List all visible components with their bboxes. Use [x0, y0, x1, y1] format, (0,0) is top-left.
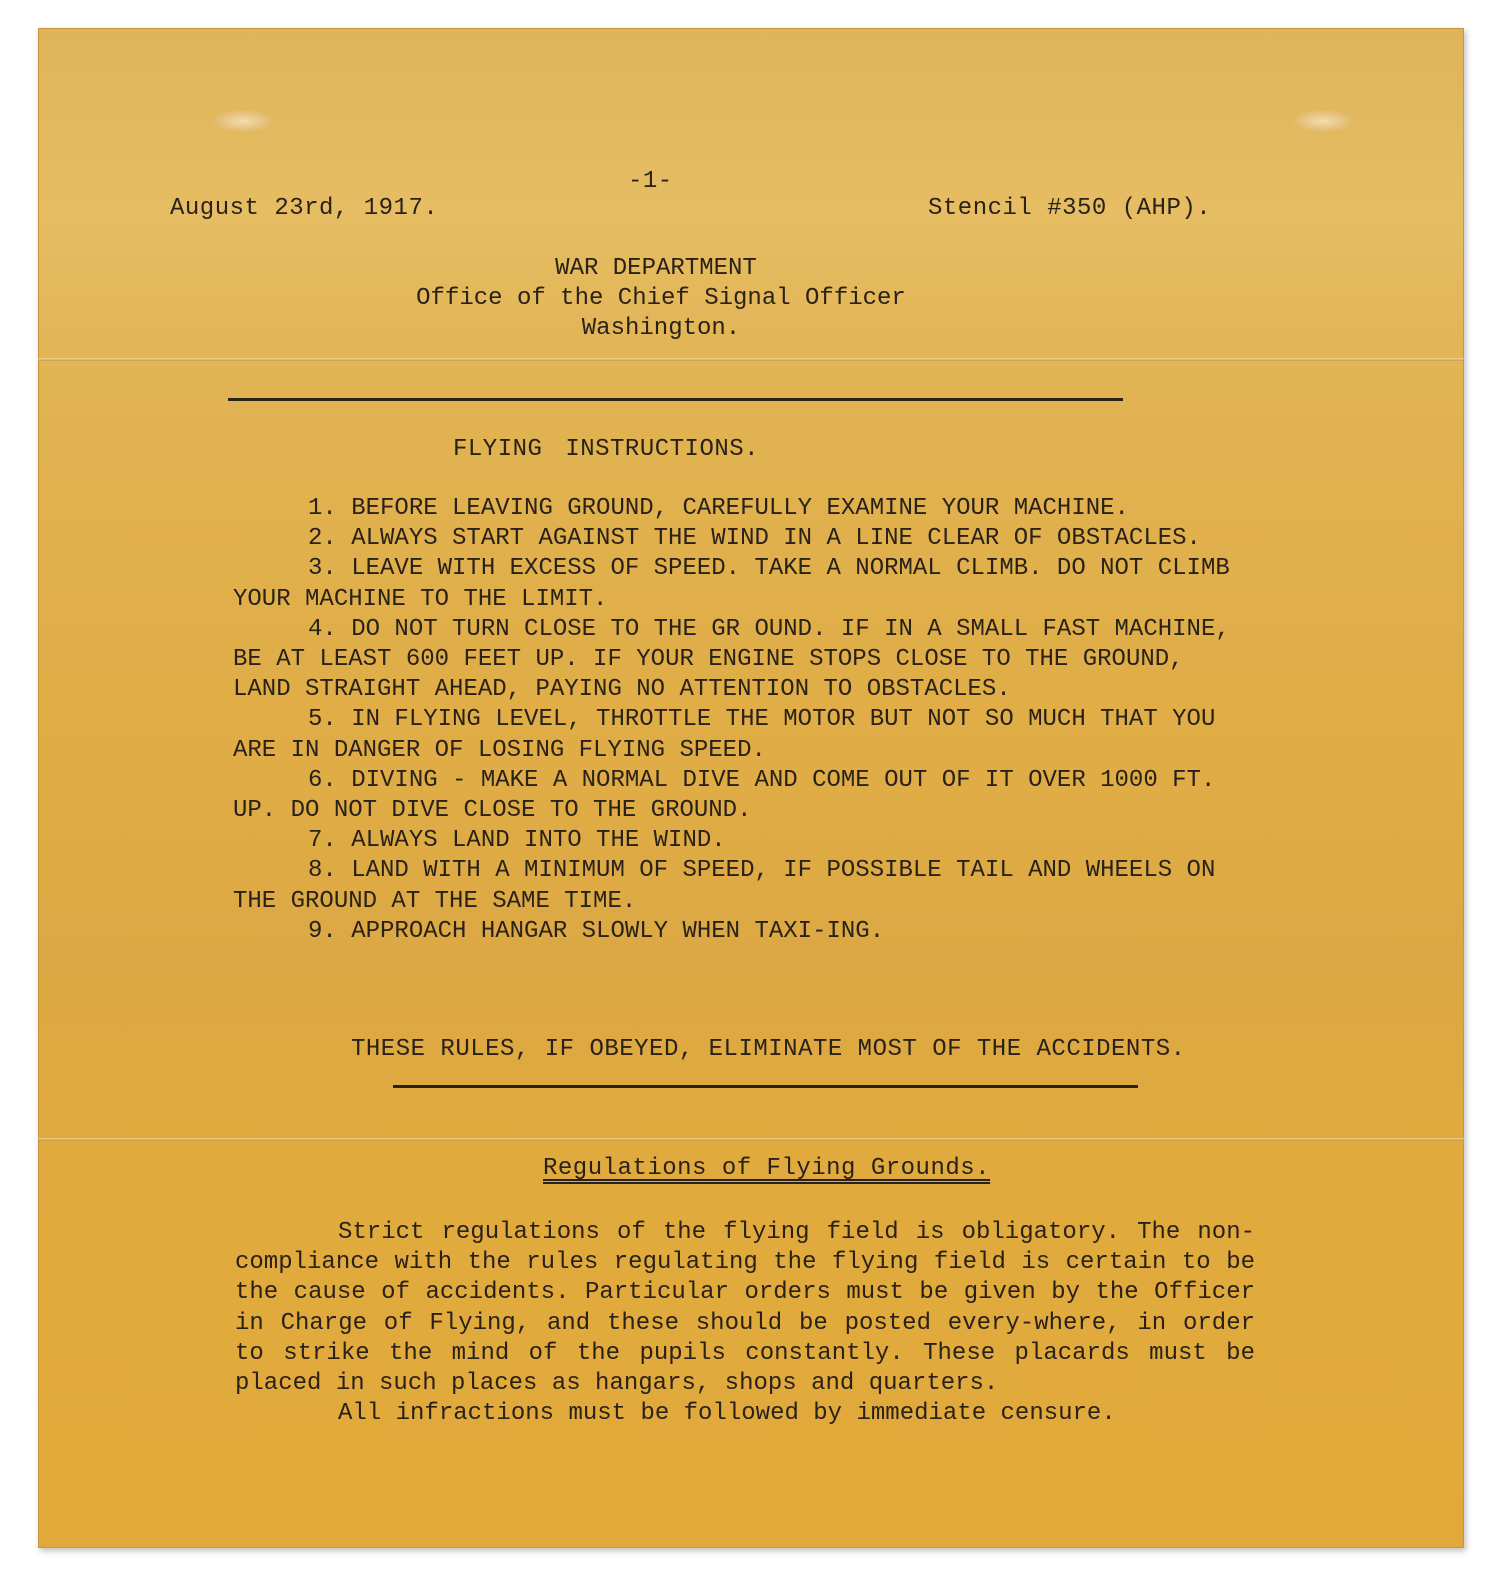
regulations-heading: Regulations of Flying Grounds. [543, 1155, 991, 1182]
page-number: -1- [628, 168, 673, 195]
instruction-item: 4. DO NOT TURN CLOSE TO THE GR OUND. IF IN A SMALL FAST MACHINE, BE AT LEAST 600 FEET UP. IF YOUR ENGINE STOPS CLOSE TO THE GROUND, LAND STRAIGHT AHEAD, PAYING NO ATTENTION TO OBSTACLES. [233, 615, 1230, 704]
document-page [38, 28, 1464, 1548]
instruction-item: 1. BEFORE LEAVING GROUND, CAREFULLY EXAMINE YOUR MACHINE. [308, 495, 1129, 522]
letterhead-office: Office of the Chief Signal Officer [416, 285, 906, 312]
document-date: August 23rd, 1917. [170, 195, 439, 222]
closing-statement: THESE RULES, IF OBEYED, ELIMINATE MOST OF THE ACCIDENTS. [351, 1036, 1186, 1063]
instruction-item: 2. ALWAYS START AGAINST THE WIND IN A LINE CLEAR OF OBSTACLES. [308, 525, 1201, 553]
instruction-item: 6. DIVING - MAKE A NORMAL DIVE AND COME OUT OF IT OVER 1000 FT. UP. DO NOT DIVE CLOSE TO THE GROUND. [233, 766, 1216, 825]
instruction-item: 7. ALWAYS LAND INTO THE WIND. [308, 827, 726, 855]
paper-fold-crease [38, 358, 1464, 361]
horizontal-rule-top [228, 398, 1123, 401]
instruction-item: 9. APPROACH HANGAR SLOWLY WHEN TAXI-ING. [308, 917, 885, 945]
staple-hole-right [1293, 110, 1353, 132]
letterhead-department: WAR DEPARTMENT [555, 255, 757, 282]
stencil-number: Stencil #350 (AHP). [928, 195, 1212, 222]
paper-fold-crease [38, 1138, 1464, 1141]
regulations-body [235, 1218, 1255, 1429]
instruction-item: 8. LAND WITH A MINIMUM OF SPEED, IF POSSIBLE TAIL AND WHEELS ON THE GROUND AT THE SAME TIME. [233, 857, 1216, 915]
regulations-paragraph: Strict regulations of the flying field is obligatory. The non-compliance with the rules regulating the flying field is certain to be the cause of accidents. Particular orders must be given by the Officer in Charge of Flying, and these should be posted every-where, in order to strike the mind of the pupils constantly. These placards must be placed in such places as hangars, shops and quarters. [235, 1219, 1255, 1398]
horizontal-rule-bottom [393, 1085, 1138, 1088]
staple-hole-left [213, 110, 273, 132]
instruction-item: 5. IN FLYING LEVEL, THROTTLE THE MOTOR BUT NOT SO MUCH THAT YOU ARE IN DANGER OF LOSING FLYING SPEED. [233, 706, 1216, 764]
letterhead-city: Washington. [581, 315, 741, 342]
instructions-list [233, 494, 1233, 947]
instructions-heading: FLYING INSTRUCTIONS. [453, 436, 760, 463]
regulations-paragraph: All infractions must be followed by immediate censure. [338, 1400, 1116, 1428]
instruction-item: 3. LEAVE WITH EXCESS OF SPEED. TAKE A NORMAL CLIMB. DO NOT CLIMB YOUR MACHINE TO THE LIMIT. [233, 555, 1230, 613]
